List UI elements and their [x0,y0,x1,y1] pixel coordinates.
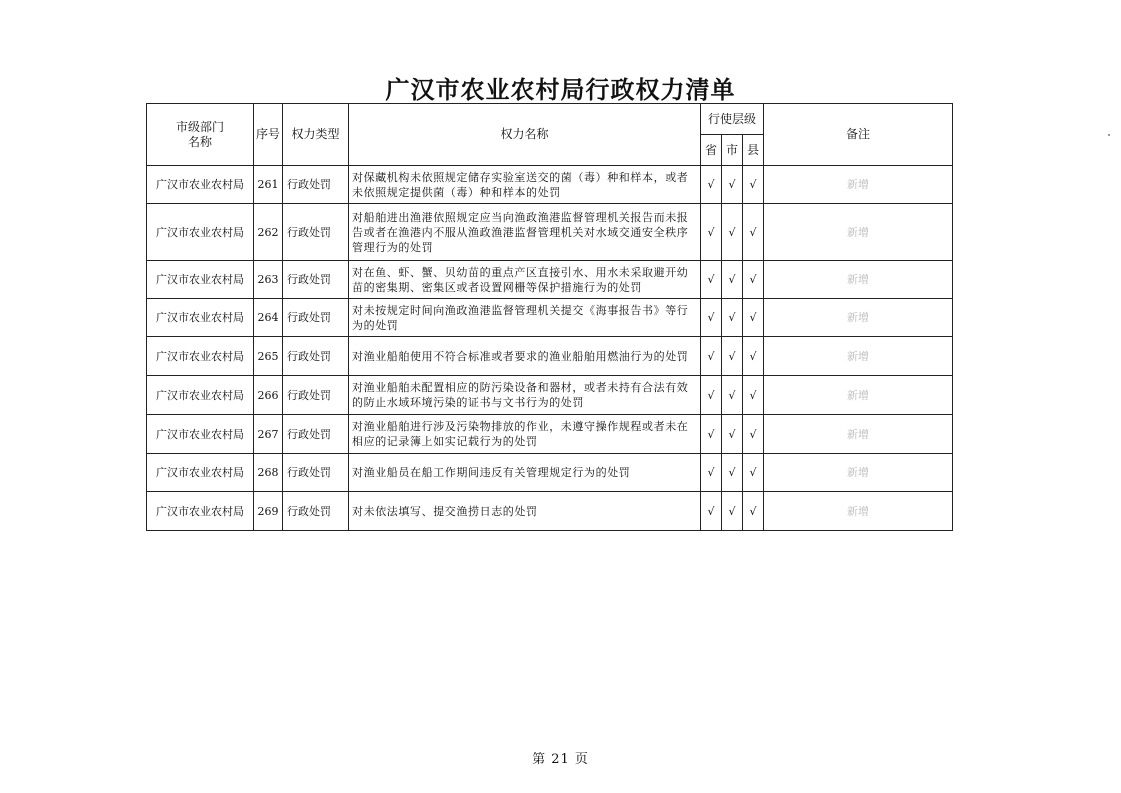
row-level-county: √ [743,415,764,454]
row-note: 新增 [764,376,953,415]
row-level-province: √ [701,376,722,415]
row-seq: 268 [254,454,283,492]
row-dept: 广汉市农业农村局 [147,376,254,415]
row-level-province: √ [701,337,722,376]
header-level-city: 市 [722,135,743,166]
row-seq: 264 [254,299,283,337]
row-seq: 267 [254,415,283,454]
row-level-province: √ [701,261,722,299]
table-row [147,204,953,261]
row-level-city: √ [722,492,743,531]
table-row [147,166,953,204]
row-power-name: 对渔业船员在船工作期间违反有关管理规定行为的处罚 [349,454,701,492]
row-level-city: √ [722,204,743,261]
row-power-name: 对渔业船舶进行涉及污染物排放的作业，未遵守操作规程或者未在相应的记录簿上如实记载行为的处罚 [349,415,701,454]
row-level-city: √ [722,337,743,376]
row-level-county: √ [743,337,764,376]
table-row [147,299,953,337]
header-dept-label: 市级部门名称 [175,119,224,149]
header-note: 备注 [764,104,953,166]
row-level-county: √ [743,376,764,415]
row-dept: 广汉市农业农村局 [147,337,254,376]
row-note: 新增 [764,492,953,531]
row-level-city: √ [722,299,743,337]
row-dept: 广汉市农业农村局 [147,261,254,299]
row-power-name: 对渔业船舶使用不符合标准或者要求的渔业船舶用燃油行为的处罚 [349,337,701,376]
row-note: 新增 [764,299,953,337]
row-note: 新增 [764,261,953,299]
table-row [147,492,953,531]
row-type: 行政处罚 [283,376,349,415]
scan-speck [1108,134,1110,136]
row-power-name: 对保藏机构未依照规定储存实验室送交的菌（毒）种和样本，或者未依照规定提供菌（毒）种和样本的处罚 [349,166,701,204]
table-row [147,376,953,415]
row-note: 新增 [764,337,953,376]
row-seq: 269 [254,492,283,531]
table-row [147,415,953,454]
row-type: 行政处罚 [283,166,349,204]
row-seq: 261 [254,166,283,204]
row-seq: 265 [254,337,283,376]
row-type: 行政处罚 [283,261,349,299]
row-power-name: 对未依法填写、提交渔捞日志的处罚 [349,492,701,531]
row-dept: 广汉市农业农村局 [147,299,254,337]
row-dept: 广汉市农业农村局 [147,204,254,261]
row-dept: 广汉市农业农村局 [147,454,254,492]
header-dept [147,104,254,166]
row-seq: 266 [254,376,283,415]
row-level-city: √ [722,376,743,415]
row-note: 新增 [764,166,953,204]
row-level-province: √ [701,166,722,204]
table-row [147,337,953,376]
row-level-county: √ [743,166,764,204]
row-level-city: √ [722,261,743,299]
header-level: 行使层级 [701,104,764,135]
power-list-table [146,103,953,531]
row-dept: 广汉市农业农村局 [147,492,254,531]
row-level-county: √ [743,492,764,531]
row-seq: 263 [254,261,283,299]
row-type: 行政处罚 [283,337,349,376]
row-power-name: 对在鱼、虾、蟹、贝幼苗的重点产区直接引水、用水未采取避开幼苗的密集期、密集区或者设置网栅等保护措施行为的处罚 [349,261,701,299]
table-row [147,454,953,492]
row-power-name: 对渔业船舶未配置相应的防污染设备和器材，或者未持有合法有效的防止水域环境污染的证书与文书行为的处罚 [349,376,701,415]
row-power-name: 对船舶进出渔港依照规定应当向渔政渔港监督管理机关报告而未报告或者在渔港内不服从渔政渔港监督管理机关对水域交通安全秩序管理行为的处罚 [349,204,701,261]
row-level-city: √ [722,166,743,204]
row-level-province: √ [701,415,722,454]
row-type: 行政处罚 [283,415,349,454]
row-type: 行政处罚 [283,492,349,531]
table-row [147,261,953,299]
row-level-province: √ [701,299,722,337]
row-level-county: √ [743,261,764,299]
row-type: 行政处罚 [283,299,349,337]
row-level-city: √ [722,454,743,492]
row-level-province: √ [701,454,722,492]
row-level-city: √ [722,415,743,454]
header-level-county: 县 [743,135,764,166]
row-level-county: √ [743,204,764,261]
row-seq: 262 [254,204,283,261]
header-name: 权力名称 [349,104,701,166]
row-note: 新增 [764,454,953,492]
row-type: 行政处罚 [283,204,349,261]
header-seq: 序号 [254,104,283,166]
row-dept: 广汉市农业农村局 [147,166,254,204]
row-level-province: √ [701,204,722,261]
row-dept: 广汉市农业农村局 [147,415,254,454]
header-level-province: 省 [701,135,722,166]
row-power-name: 对未按规定时间向渔政渔港监督管理机关提交《海事报告书》等行为的处罚 [349,299,701,337]
row-level-county: √ [743,299,764,337]
row-note: 新增 [764,415,953,454]
row-type: 行政处罚 [283,454,349,492]
row-level-county: √ [743,454,764,492]
header-type: 权力类型 [283,104,349,166]
row-level-province: √ [701,492,722,531]
row-note: 新增 [764,204,953,261]
document-title: 广汉市农业农村局行政权力清单 [385,75,736,104]
page-number: 第 21 页 [532,752,589,767]
